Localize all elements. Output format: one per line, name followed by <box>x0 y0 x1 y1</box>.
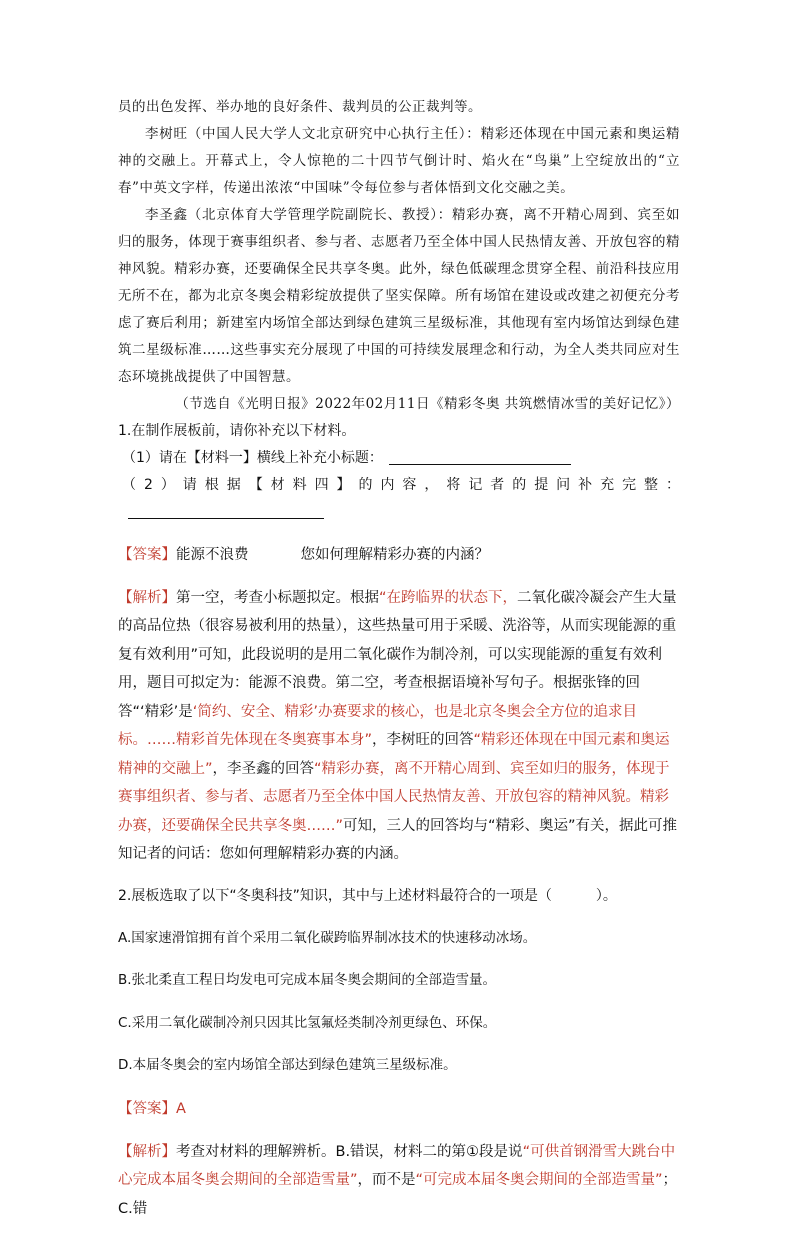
explanation-quote: “在跨临界的状态下， <box>379 589 518 606</box>
question-1 <box>118 418 680 526</box>
explanation <box>118 584 680 869</box>
option-b: B.张北柔直工程日均发电可完成本届冬奥会期间的全部造雪量。 <box>118 972 497 988</box>
question-stem-text: ）。 <box>595 888 617 904</box>
answer-text: 您如何理解精彩办赛的内涵？ <box>300 546 489 563</box>
explanation-text: ；C.错 <box>118 1172 678 1217</box>
question-2 <box>118 883 680 910</box>
source-citation: （节选自《光明日报》2022年02月11日《精彩冬奥 共筑燃情冰雪的美好记忆》） <box>175 396 680 412</box>
explanation <box>118 1138 680 1224</box>
option-a: A.国家速滑馆拥有首个采用二氧化碳跨临界制冰技术的快速移动冰场。 <box>118 929 537 946</box>
explanation-text: ，而不是 <box>357 1172 416 1188</box>
explanation-text: 考查对材料的理解辨析。B.错误，材料二的第①段是说 <box>176 1143 523 1160</box>
explanation-quote: “可供首钢滑雪大跳台中心完成本届冬奥会期间的全部造雪量” <box>118 1143 676 1188</box>
material-paragraph: 李树旺（中国人民大学人文北京研究中心执行主任）：精彩还体现在中国元素和奥运精神的交融上。开幕式上，令人惊艳的二十四节气倒计时、焰火在“鸟巢”上空绽放出的“立春”中英文字样，传递出浓浓“中国味”令每位参与者体悟到文化交融之美。 <box>118 126 680 196</box>
answer-blank <box>128 502 324 519</box>
answer-line <box>118 541 680 570</box>
sub-question <box>118 472 680 526</box>
sub-question-text: （1）请在【材料一】横线上补充小标题： <box>122 450 383 466</box>
sub-question <box>118 445 680 472</box>
answer-text: A <box>176 1100 186 1117</box>
material-excerpt <box>118 94 680 418</box>
explanation-text: ，李树旺的回答 <box>372 732 474 748</box>
answer-line <box>118 1095 680 1124</box>
document-page <box>118 94 680 1238</box>
option-d: D.本届冬奥会的室内场馆全部达到绿色建筑三星级标准。 <box>118 1057 457 1073</box>
explanation-tag: 【解析】 <box>118 1143 176 1160</box>
answer-block-2 <box>118 1095 680 1224</box>
option-c: C.采用二氧化碳制冷剂只因其比氢氟烃类制冷剂更绿色、环保。 <box>118 1014 497 1031</box>
explanation-quote: “精彩办赛，离不开精心周到、宾至如归的服务，体现于赛事组织者、参与者、志愿者乃至全体中国人民热情友善、开放包容的精神风貌。精彩办赛，还要确保全民共享冬奥……” <box>118 760 670 834</box>
explanation-quote: “精彩还体现在中国元素和奥运精神的交融上” <box>118 732 670 777</box>
explanation-text: ，李圣鑫的回答 <box>212 760 315 777</box>
material-paragraph: 员的出色发挥、举办地的良好条件、裁判员的公正裁判等。 <box>118 99 482 115</box>
explanation-tag: 【解析】 <box>118 589 176 606</box>
sub-question-text: （2）请根据【材料四】的内容，将记者的提问补充完整： <box>122 477 680 493</box>
explanation-quote: ‘简约、安全、精彩’办赛要求的核心，也是北京冬奥会全方位的追求目标。……精彩首先体现在冬奥赛事本身” <box>118 703 637 748</box>
explanation-text: 第一空，考查小标题拟定。根据 <box>176 589 379 606</box>
answer-block-1 <box>118 541 680 869</box>
answer-tag: 【答案】 <box>118 546 176 563</box>
explanation-text: 二氧化碳冷凝会产生大量的高品位热（很容易被利用的热量），这些热量可用于采暖、洗浴等，从而实现能源的重复有效利用”可知，此段说明的是用二氧化碳作为制冷剂，可以实现能源的重复有效利用，题目可拟定为：能源不浪费。第二空，考查根据语境补写句子。根据张锋的回答“‘精彩’是 <box>118 589 677 720</box>
question-stem-text: 2.展板选取了以下“冬奥科技”知识，其中与上述材料最符合的一项是（ <box>118 888 552 904</box>
question-stem: 1.在制作展板前，请你补充以下材料。 <box>118 423 356 439</box>
material-paragraph: 李圣鑫（北京体育大学管理学院副院长、教授）：精彩办赛，离不开精心周到、宾至如归的服务，体现于赛事组织者、参与者、志愿者乃至全体中国人民热情友善、开放包容的精神风貌。精彩办赛，还要确保全民共享冬奥。此外，绿色低碳理念贯穿全程、前沿科技应用无所不在，都为北京冬奥会精彩绽放提供了坚实保障。所有场馆在建设或改建之初便充分考虑了赛后利用；新建室内场馆全部达到绿色建筑三星级标准，其他现有室内场馆达到绿色建筑二星级标准……这些事实充分展现了中国的可持续发展理念和行动，为全人类共同应对生态环境挑战提供了中国智慧。 <box>118 207 680 385</box>
question-stem <box>118 883 680 910</box>
answer-text: 能源不浪费 <box>176 546 249 563</box>
answer-tag: 【答案】 <box>118 1100 176 1117</box>
explanation-quote: “可完成本届冬奥会期间的全部造雪量” <box>415 1172 663 1188</box>
option-list <box>118 924 680 1081</box>
answer-blank <box>389 448 571 465</box>
explanation-text: 可知，三人的回答均与“精彩、奥运”有关，据此可推知记者的问话：您如何理解精彩办赛的内涵。 <box>118 817 678 862</box>
